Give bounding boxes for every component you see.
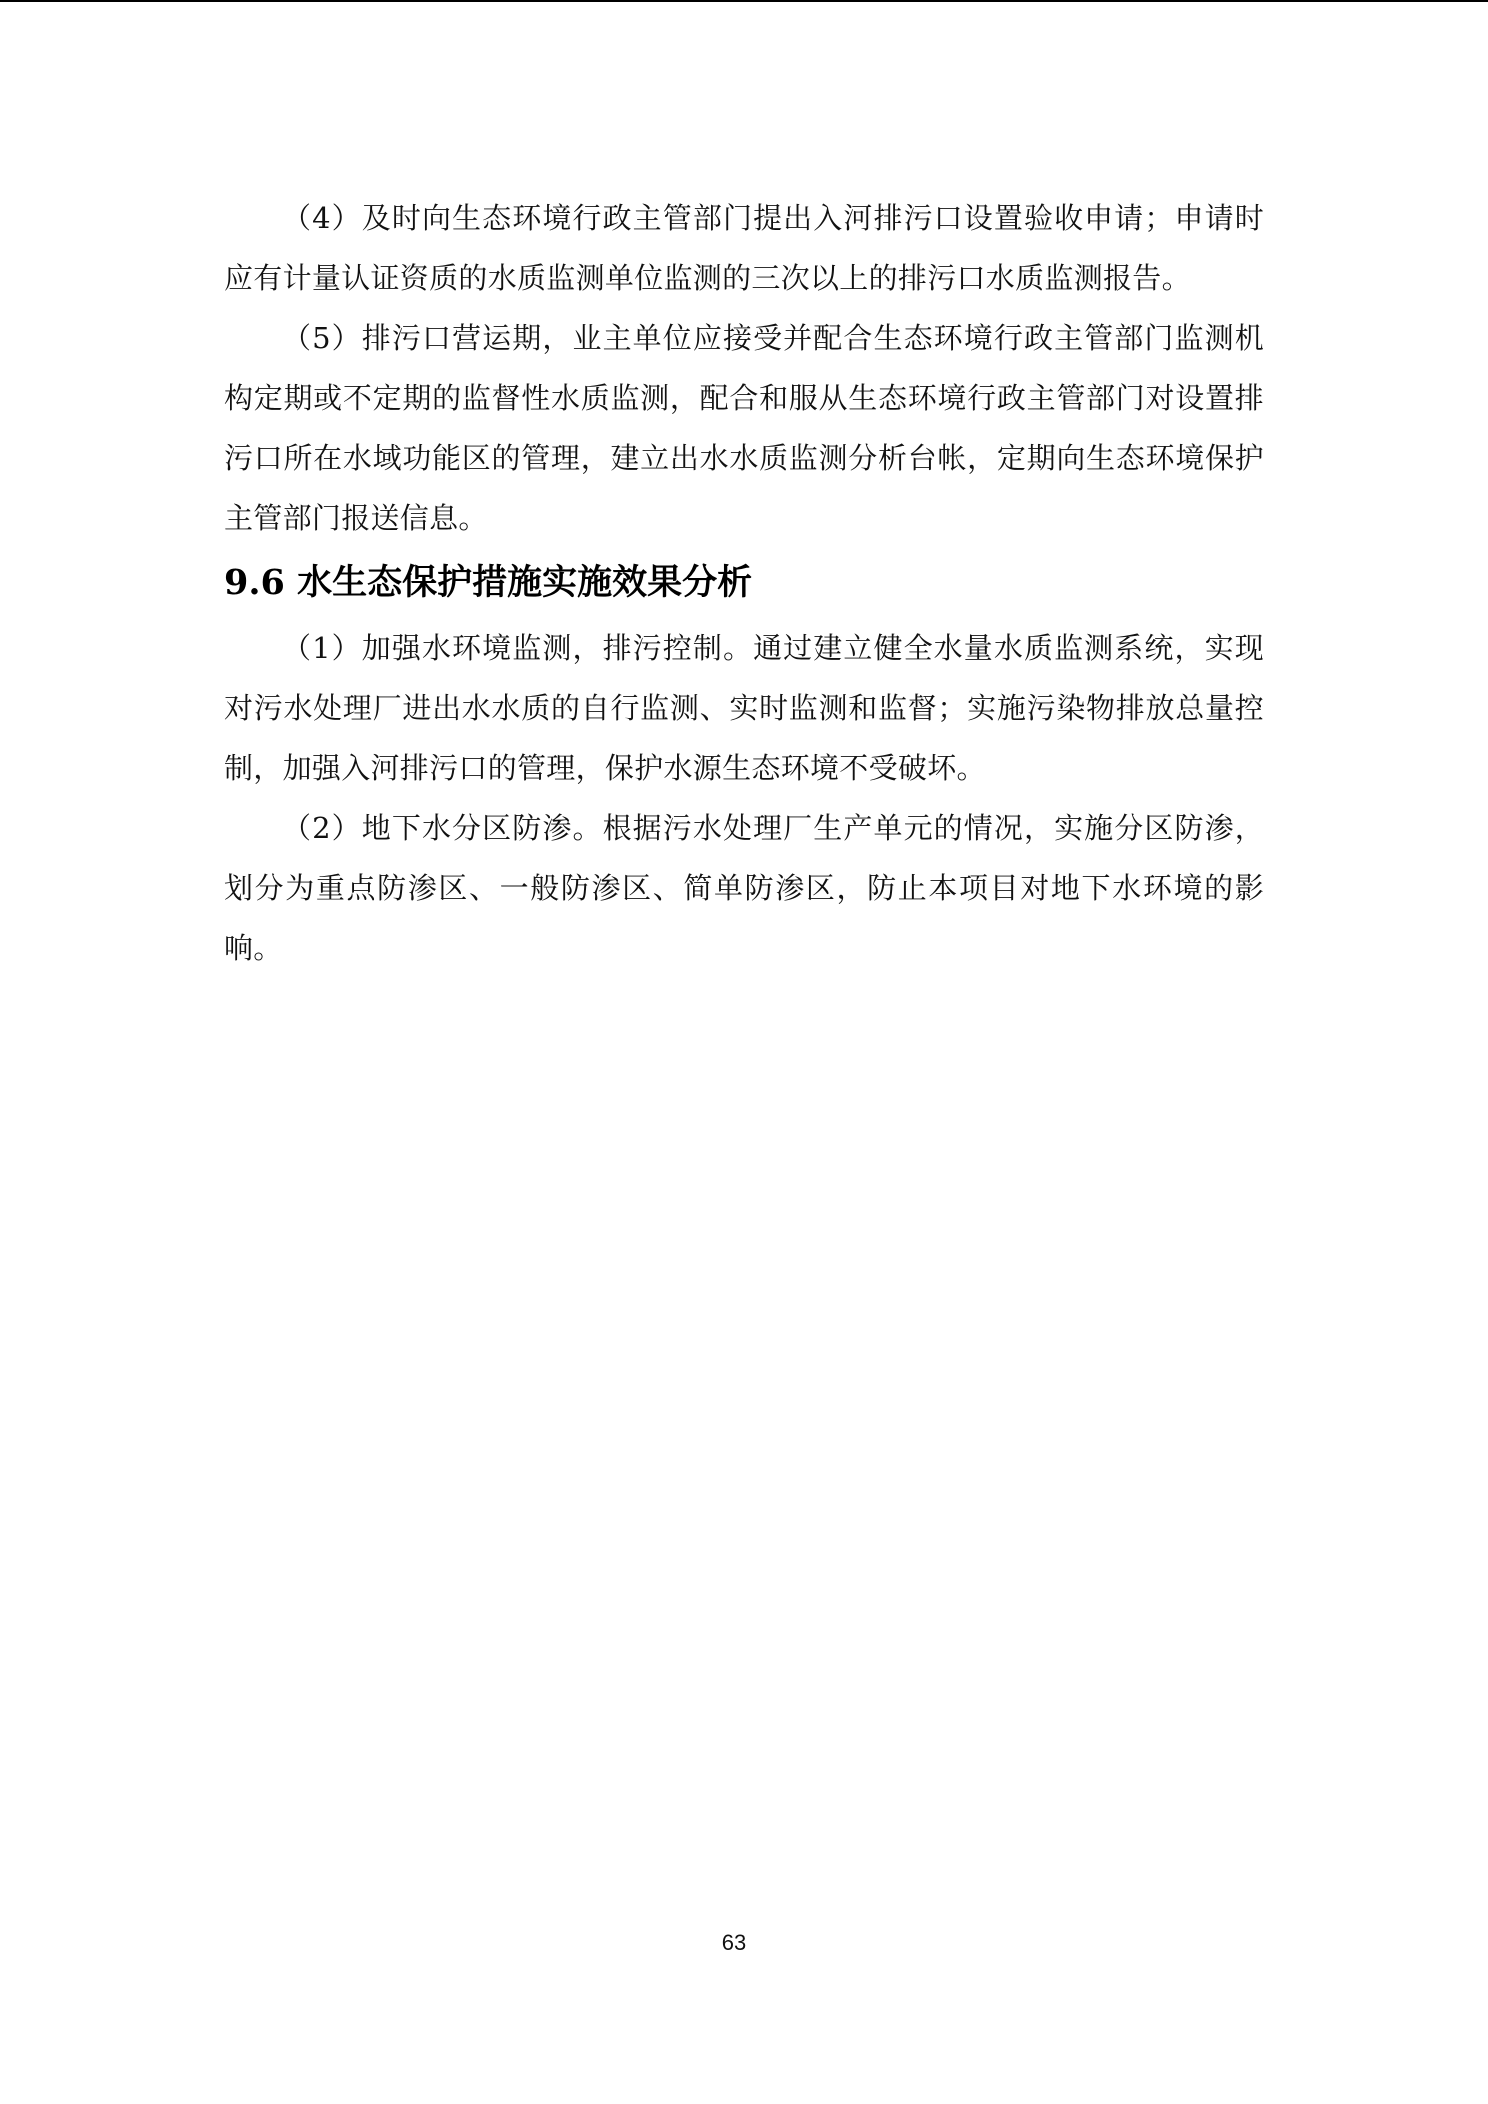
- paragraph-item-5: （5）排污口营运期，业主单位应接受并配合生态环境行政主管部门监测机构定期或不定期的监督性水质监测，配合和服从生态环境行政主管部门对设置排污口所在水域功能区的管理，建立出水水质监测分析台帐，定期向生态环境保护主管部门报送信息。: [224, 321, 1264, 535]
- section-heading: 9.6 水生态保护措施实施效果分析: [224, 562, 753, 603]
- page-body: [224, 188, 1264, 978]
- paragraph-item-2: （2）地下水分区防渗。根据污水处理厂生产单元的情况，实施分区防渗，划分为重点防渗区、一般防渗区、简单防渗区，防止本项目对地下水环境的影响。: [224, 811, 1264, 965]
- paragraph-item-1: （1）加强水环境监测，排污控制。通过建立健全水量水质监测系统，实现对污水处理厂进出水水质的自行监测、实时监测和监督；实施污染物排放总量控制，加强入河排污口的管理，保护水源生态环境不受破坏。: [224, 631, 1264, 785]
- paragraph-item-4: （4）及时向生态环境行政主管部门提出入河排污口设置验收申请；申请时应有计量认证资质的水质监测单位监测的三次以上的排污口水质监测报告。: [224, 201, 1264, 295]
- page-number: 63: [721, 1930, 747, 1955]
